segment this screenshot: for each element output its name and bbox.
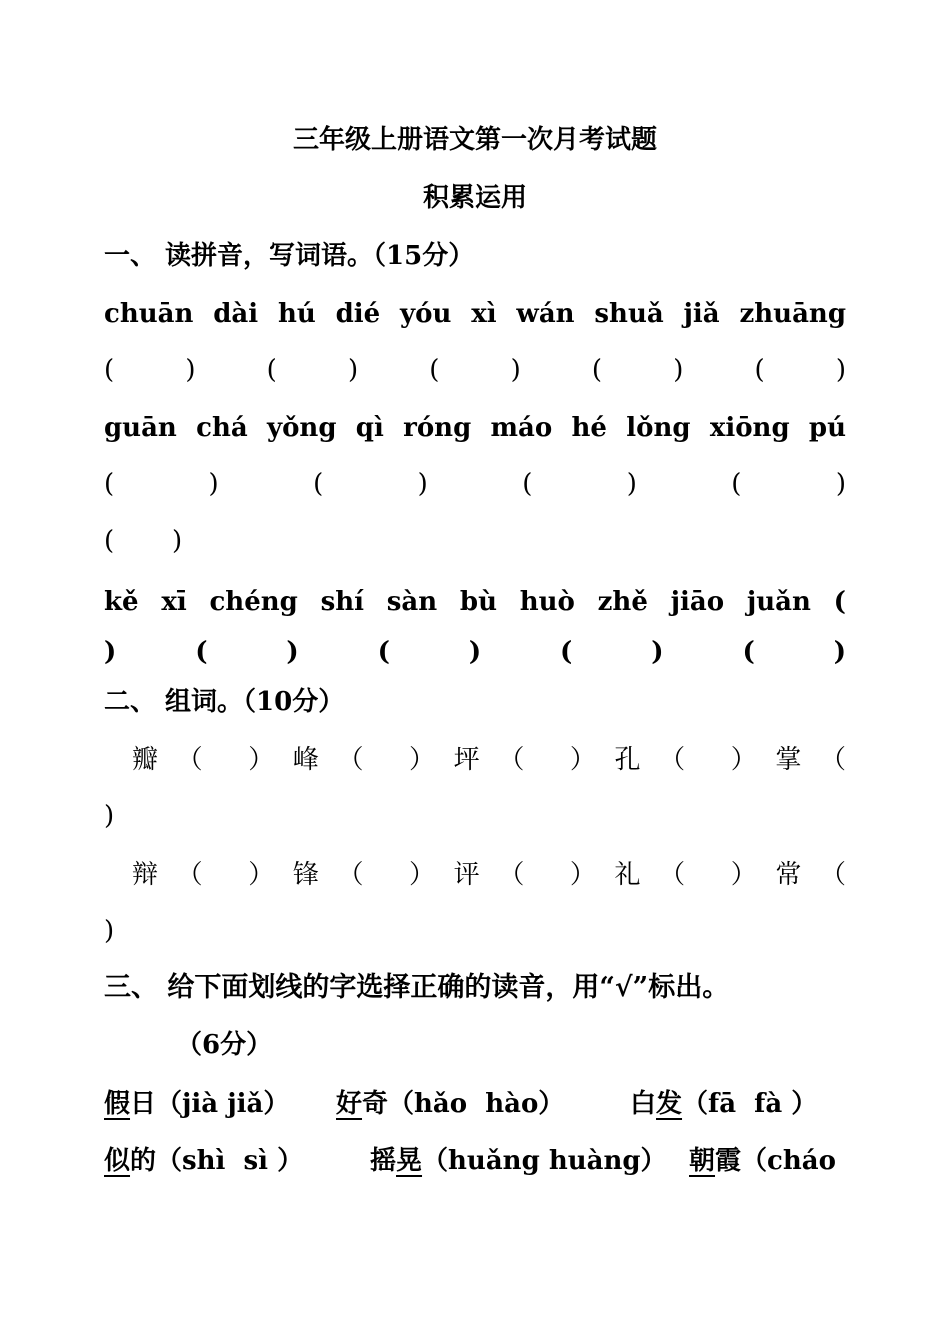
q3-item-text: 白 xyxy=(630,1089,657,1119)
q3-points: （6分） xyxy=(176,1030,273,1060)
underlined-char: 朝 xyxy=(689,1146,716,1176)
underlined-char: 晃 xyxy=(396,1146,423,1176)
q1-blank-row2: ( ) ( ) ( ) ( ) xyxy=(104,469,846,499)
q1-pinyin-row1: chuān dài hú dié yóu xì wán shuǎ jiǎ zhuāng xyxy=(104,299,846,329)
q3-item-text: 的（shì sì ） xyxy=(130,1146,304,1176)
q3-item-chao xyxy=(689,1141,849,1181)
q2-row1-end: ) xyxy=(104,801,115,831)
q1-blank-row1: ( ) ( ) ( ) ( ) ( ) xyxy=(104,355,846,385)
q2-heading: 二、 组词。（10分） xyxy=(104,687,345,717)
q2-row2-end: ) xyxy=(104,916,115,946)
q1-pinyin-row4: kě xī chéng shí sàn bù huò zhě jiāo juǎn ( xyxy=(104,587,846,617)
q3-item-text: 奇（hǎo hào） xyxy=(362,1089,565,1119)
q3-item-fa xyxy=(630,1084,846,1124)
underlined-char: 假 xyxy=(104,1089,131,1119)
q1-blank-row3: ( ) xyxy=(104,526,183,556)
section-title: 积累运用 xyxy=(422,183,527,213)
q3-heading: 三、 给下面划线的字选择正确的读音，用“√”标出。 xyxy=(104,972,730,1003)
q3-item-text: （huǎng huàng） xyxy=(422,1146,667,1176)
underlined-char: 似 xyxy=(104,1146,131,1176)
q2-row2: 辩（ ）锋（ ）评（ ）礼（ ）常（ xyxy=(132,860,846,890)
q3-item-hao xyxy=(336,1084,576,1124)
q3-item-text: 摇 xyxy=(370,1146,397,1176)
q3-item-huang xyxy=(370,1141,670,1181)
exam-title: 三年级上册语文第一次月考试题 xyxy=(292,125,657,155)
q3-item-si xyxy=(104,1141,354,1181)
underlined-char: 发 xyxy=(656,1089,683,1119)
q3-item-text: （fā fà ） xyxy=(682,1089,818,1119)
q1-heading: 一、 读拼音，写词语。（15分） xyxy=(104,241,475,271)
q3-item-jia xyxy=(104,1084,354,1124)
q1-blank-row4: ) ( ) ( ) ( ) ( ) xyxy=(104,637,846,667)
q3-item-text: 霞（cháo xyxy=(715,1146,836,1176)
q1-pinyin-row2: guān chá yǒng qì róng máo hé lǒng xiōng pú xyxy=(104,413,846,443)
q3-item-text: 日（jià jiǎ） xyxy=(130,1089,290,1119)
underlined-char: 好 xyxy=(336,1089,363,1119)
q2-row1: 瓣（ ）峰（ ）坪（ ）孔（ ）掌（ xyxy=(132,745,846,775)
